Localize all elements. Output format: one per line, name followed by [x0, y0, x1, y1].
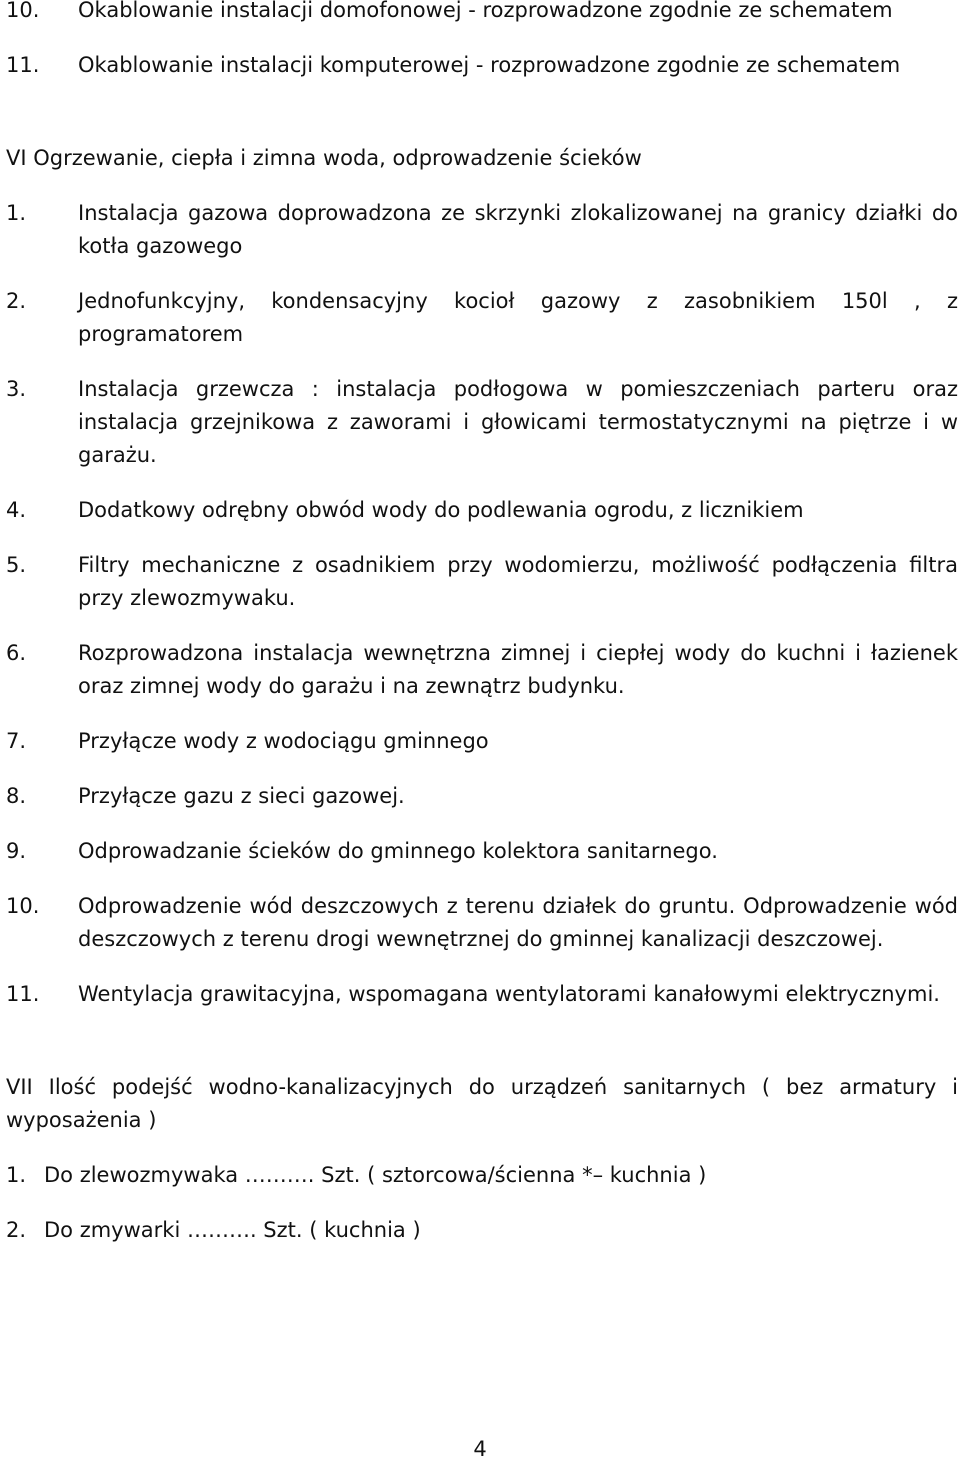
list-item	[6, 285, 958, 351]
list-text: Do zmywarki ………. Szt. ( kuchnia )	[44, 1218, 421, 1242]
list-number: 10.	[6, 894, 40, 918]
list-item	[6, 0, 958, 27]
list-text: Przyłącze wody z wodociągu gminnego	[78, 729, 489, 753]
list-item	[6, 197, 958, 263]
list-number: 1.	[6, 1163, 27, 1187]
list-item	[6, 1214, 958, 1247]
section-heading: VII Ilość podejść wodno-kanalizacyjnych do urządzeń sanitarnych ( bez armatury i wyposażenia )	[6, 1075, 958, 1132]
list-item	[6, 494, 958, 527]
list-number: 2.	[6, 289, 27, 313]
list-text: Jednofunkcyjny, kondensacyjny kocioł gazowy z zasobnikiem 150l , z programatorem	[78, 289, 958, 346]
list-number: 11.	[6, 982, 40, 1006]
list-item	[6, 49, 958, 82]
list-text: Instalacja gazowa doprowadzona ze skrzynki zlokalizowanej na granicy działki do kotła gazowego	[78, 201, 958, 258]
list-item	[6, 549, 958, 615]
list-text: Dodatkowy odrębny obwód wody do podlewania ogrodu, z licznikiem	[78, 498, 804, 522]
list-text: Wentylacja grawitacyjna, wspomagana wentylatorami kanałowymi elektrycznymi.	[78, 982, 940, 1006]
list-number: 11.	[6, 53, 40, 77]
list-text: Okablowanie instalacji komputerowej - rozprowadzone zgodnie ze schematem	[78, 53, 901, 77]
list-item	[6, 780, 958, 813]
section-heading: VI Ogrzewanie, ciepła i zimna woda, odprowadzenie ścieków	[6, 146, 642, 170]
list-item	[6, 637, 958, 703]
list-item	[6, 978, 958, 1011]
list-text: Rozprowadzona instalacja wewnętrzna zimnej i ciepłej wody do kuchni i łazienek oraz zimnej wody do garażu i na zewnątrz budynku.	[78, 641, 958, 698]
list-number: 6.	[6, 641, 27, 665]
list-text: Przyłącze gazu z sieci gazowej.	[78, 784, 405, 808]
list-number: 7.	[6, 729, 27, 753]
list-item	[6, 1159, 958, 1192]
list-number: 2.	[6, 1218, 27, 1242]
document-page	[6, 0, 958, 1247]
list-text: Do zlewozmywaka ………. Szt. ( sztorcowa/ścienna *– kuchnia )	[44, 1163, 707, 1187]
list-item	[6, 890, 958, 956]
page-number: 4	[473, 1437, 487, 1461]
list-number: 3.	[6, 377, 27, 401]
list-number: 1.	[6, 201, 27, 225]
list-text: Filtry mechaniczne z osadnikiem przy wodomierzu, możliwość podłączenia filtra przy zlewozmywaku.	[78, 553, 958, 610]
list-number: 9.	[6, 839, 27, 863]
list-number: 8.	[6, 784, 27, 808]
list-text: Odprowadzenie wód deszczowych z terenu działek do gruntu. Odprowadzenie wód deszczowych z terenu drogi wewnętrznej do gminnej kanalizacji deszczowej.	[78, 894, 958, 951]
list-text: Okablowanie instalacji domofonowej - rozprowadzone zgodnie ze schematem	[78, 0, 893, 22]
list-item	[6, 373, 958, 472]
list-text: Odprowadzanie ścieków do gminnego kolektora sanitarnego.	[78, 839, 718, 863]
list-number: 10.	[6, 0, 40, 22]
list-item	[6, 835, 958, 868]
list-item	[6, 725, 958, 758]
list-number: 4.	[6, 498, 27, 522]
list-number: 5.	[6, 553, 27, 577]
list-text: Instalacja grzewcza : instalacja podłogowa w pomieszczeniach parteru oraz instalacja grzejnikowa z zaworami i głowicami termostatycznymi na piętrze i w garażu.	[78, 377, 958, 467]
